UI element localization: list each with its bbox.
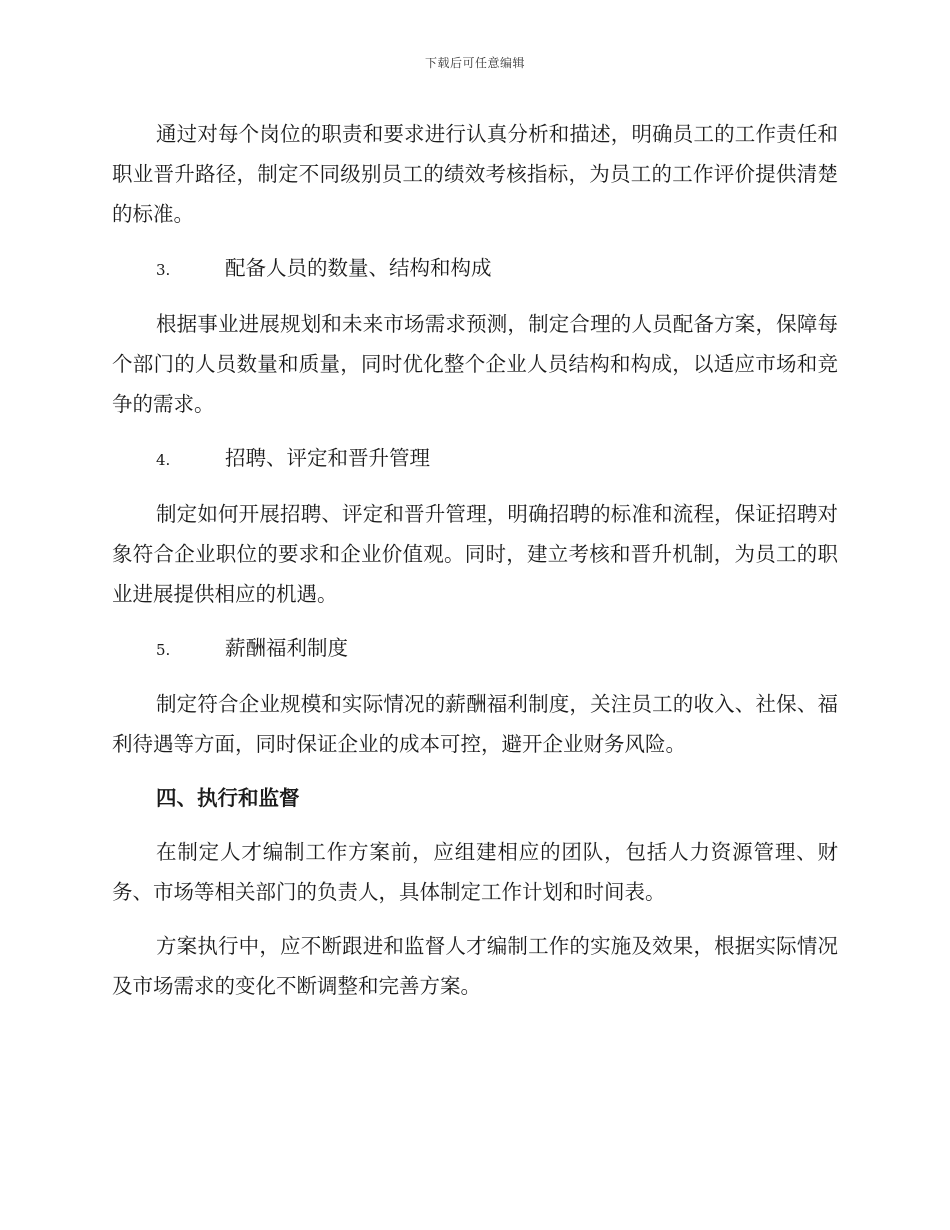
- paragraph-team-setup: 在制定人才编制工作方案前，应组建相应的团队，包括人力资源管理、财务、市场等相关部门的负责人，具体制定工作计划和时间表。: [112, 840, 838, 904]
- section-title-execution: 四、执行和监督: [156, 786, 300, 810]
- list-number: 3.: [156, 261, 171, 279]
- list-heading-title: 薪酬福利制度: [225, 636, 348, 660]
- paragraph-recruitment: 制定如何开展招聘、评定和晋升管理，明确招聘的标准和流程，保证招聘对象符合企业职位的要求和企业价值观。同时，建立考核和晋升机制，为员工的职业进展提供相应的机遇。: [112, 502, 838, 606]
- list-heading-4: [112, 438, 838, 480]
- document-body: [112, 114, 838, 1006]
- list-heading-5: [112, 628, 838, 670]
- page-header: 下载后可任意编辑: [424, 56, 525, 70]
- list-number: 4.: [156, 451, 171, 469]
- paragraph-monitoring: 方案执行中，应不断跟进和监督人才编制工作的实施及效果，根据实际情况及市场需求的变化不断调整和完善方案。: [112, 934, 838, 998]
- paragraph-staffing-plan: 根据事业进展规划和未来市场需求预测，制定合理的人员配备方案，保障每个部门的人员数量和质量，同时优化整个企业人员结构和构成，以适应市场和竞争的需求。: [112, 312, 838, 416]
- paragraph-job-responsibilities: 通过对每个岗位的职责和要求进行认真分析和描述，明确员工的工作责任和职业晋升路径，制定不同级别员工的绩效考核指标，为员工的工作评价提供清楚的标准。: [112, 122, 838, 226]
- paragraph-compensation: 制定符合企业规模和实际情况的薪酬福利制度，关注员工的收入、社保、福利待遇等方面，同时保证企业的成本可控，避开企业财务风险。: [112, 692, 838, 756]
- list-heading-3: [112, 248, 838, 290]
- list-number: 5.: [156, 641, 171, 659]
- list-heading-title: 配备人员的数量、结构和构成: [225, 256, 492, 280]
- list-heading-title: 招聘、评定和晋升管理: [225, 446, 430, 470]
